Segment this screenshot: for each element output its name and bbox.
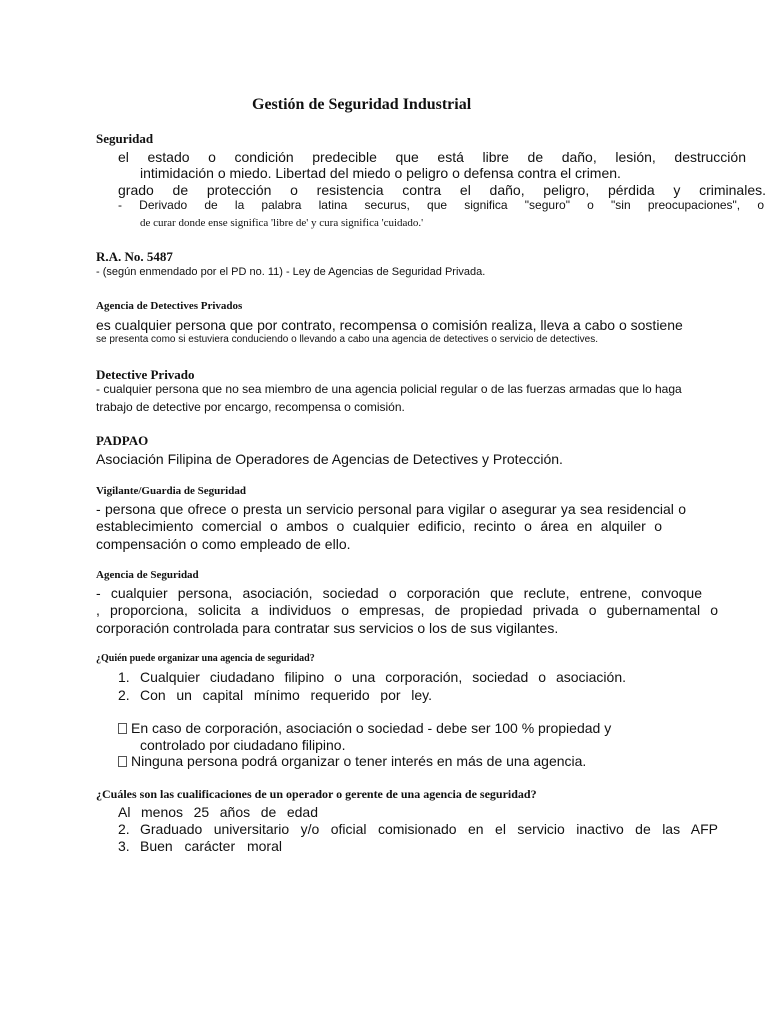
seguridad-definition-2: grado de protección o resistencia contra el daño, peligro, pérdida y criminales. [118,182,766,198]
quien-bullet-2 [118,753,586,769]
section-heading-agencia-detectives: Agencia de Detectives Privados [96,300,243,312]
vigilante-line-1: - persona que ofrece o presta un servicio personal para vigilar o asegurar ya sea residencial o [96,501,686,517]
agencia-detectives-line-2: se presenta como si estuviera conduciendo o llevando a cabo una agencia de detectives o servicio de detectives. [96,334,598,345]
agencia-detectives-line-1: es cualquier persona que por contrato, recompensa o comisión realiza, lleva a cabo o sostiene [96,317,683,333]
quien-item-number: 2. [118,687,130,703]
section-heading-padpao: PADPAO [96,433,149,448]
cuales-item-text: Buen carácter moral [140,838,282,854]
seguridad-definition-1-line-2: intimidación o miedo. Libertad del miedo o peligro o defensa contra el crimen. [140,165,621,181]
cuales-item-number: 2. [118,821,130,837]
agencia-seguridad-line-1: - cualquier persona, asociación, sociedad o corporación que reclute, entrene, convoque [96,585,702,601]
section-heading-cuales: ¿Cuáles son las cualificaciones de un operador o gerente de una agencia de seguridad? [96,787,537,801]
quien-item-text: Con un capital mínimo requerido por ley. [140,687,432,703]
bullet-box-icon [118,723,127,734]
ra-description: - (según enmendado por el PD no. 11) - Ley de Agencias de Seguridad Privada. [96,266,486,278]
seguridad-definition-1-line-1: el estado o condición predecible que está libre de daño, lesión, destrucción [118,149,746,165]
padpao-description: Asociación Filipina de Operadores de Agencias de Detectives y Protección. [96,451,563,467]
cuales-item-text: Graduado universitario y/o oficial comisionado en el servicio inactivo de las AFP [140,821,718,837]
section-heading-detective-privado: Detective Privado [96,367,195,382]
seguridad-derivation-line-2: de curar donde ense significa 'libre de' y cura significa 'cuidado.' [140,217,424,229]
cuales-item-text: Al menos 25 años de edad [118,804,318,820]
detective-privado-line-2: trabajo de detective por encargo, recompensa o comisión. [96,400,405,414]
quien-bullet-1-continuation: controlado por ciudadano filipino. [140,737,346,753]
quien-item-text: Cualquier ciudadano filipino o una corporación, sociedad o asociación. [140,669,626,685]
cuales-item-number: 3. [118,838,130,854]
seguridad-derivation-line-1: - Derivado de la palabra latina securus, que significa "seguro" o "sin preocupaciones", o [118,199,764,212]
agencia-seguridad-line-2: , proporciona, solicita a individuos o empresas, de propiedad privada o gubernamental o [96,602,718,618]
vigilante-line-3: compensación o como empleado de ello. [96,536,351,552]
bullet-box-icon [118,756,127,767]
section-heading-agencia-seguridad: Agencia de Seguridad [96,569,199,581]
quien-bullet-2-text: Ninguna persona podrá organizar o tener interés en más de una agencia. [131,753,587,769]
section-heading-ra: R.A. No. 5487 [96,249,173,264]
section-heading-quien: ¿Quién puede organizar una agencia de seguridad? [96,653,315,664]
document-title: Gestión de Seguridad Industrial [252,96,472,113]
section-heading-vigilante: Vigilante/Guardia de Seguridad [96,485,246,497]
quien-bullet-1-text: En caso de corporación, asociación o sociedad - debe ser 100 % propiedad y [131,720,612,736]
quien-bullet-1 [118,720,611,736]
vigilante-line-2: establecimiento comercial o ambos o cualquier edificio, recinto o área en alquiler o [96,518,662,534]
section-heading-seguridad: Seguridad [96,131,154,146]
detective-privado-line-1: - cualquier persona que no sea miembro de una agencia policial regular o de las fuerzas armadas que lo haga [96,382,682,396]
agencia-seguridad-line-3: corporación controlada para contratar sus servicios o los de sus vigilantes. [96,620,559,636]
quien-item-number: 1. [118,669,130,685]
